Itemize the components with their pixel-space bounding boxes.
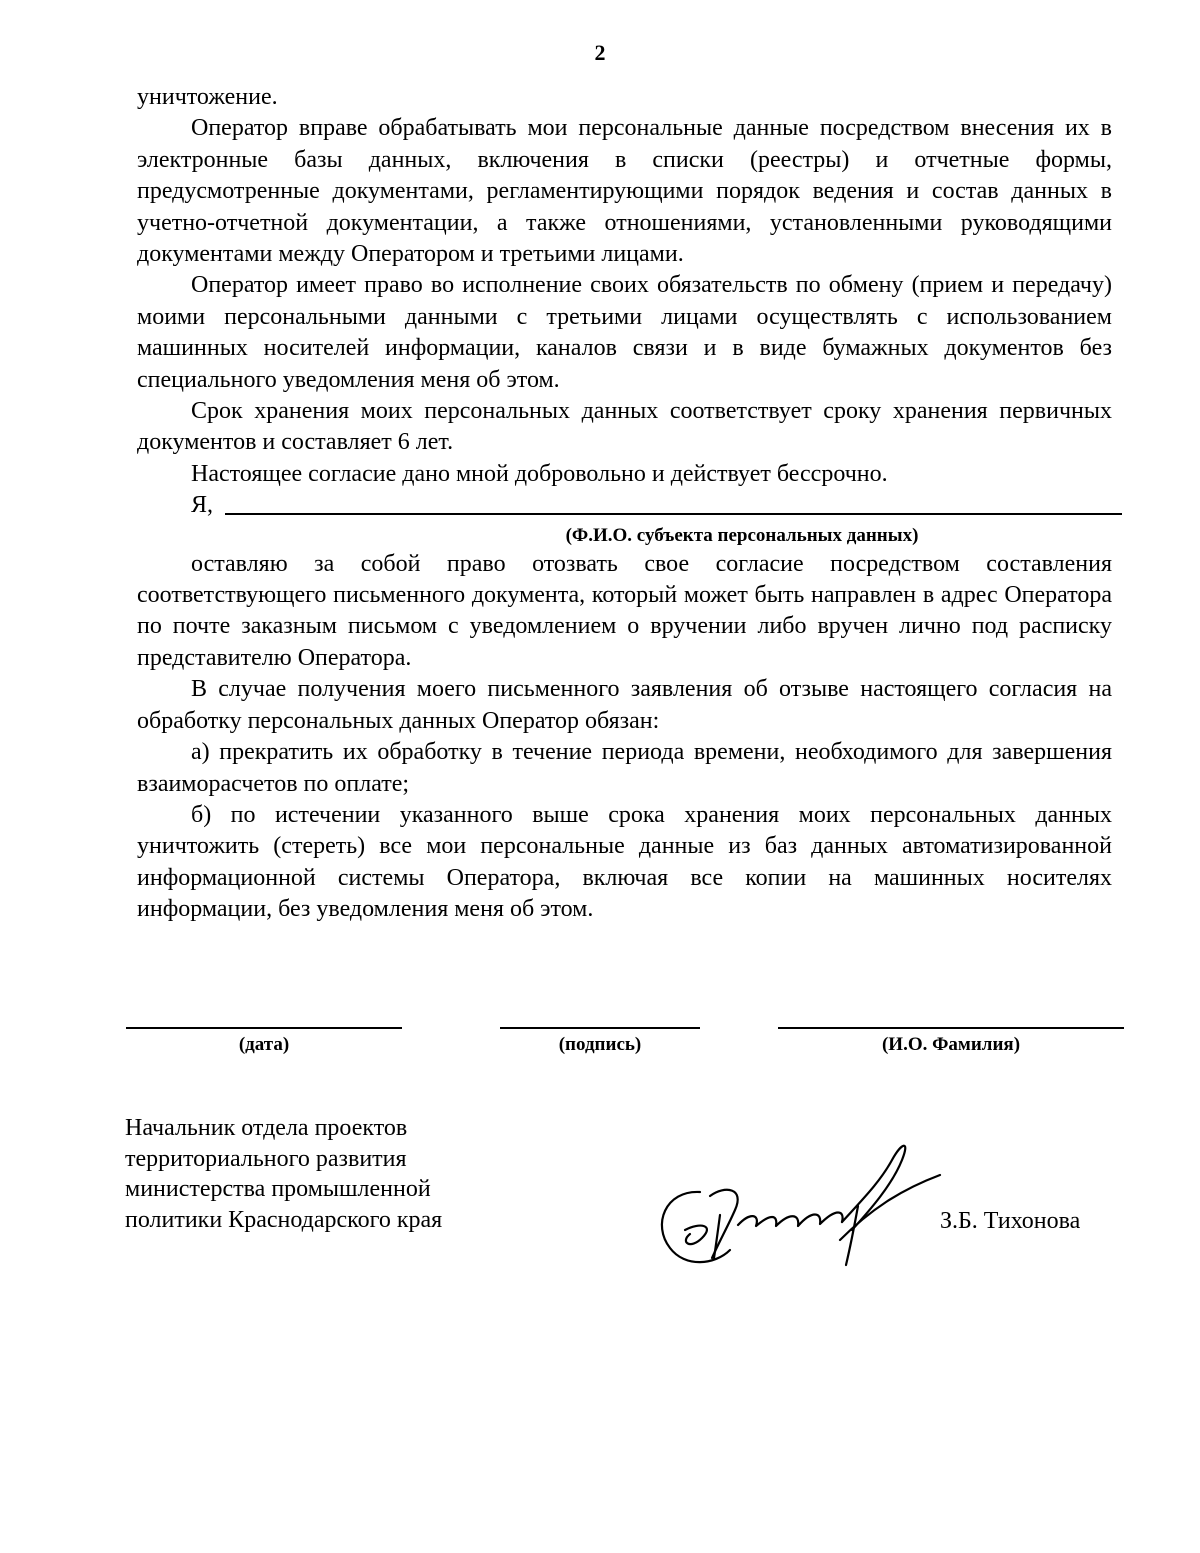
paragraph-data-exchange: Оператор имеет право во исполнение своих обязательств по обмену (прием и передачу) моими персональными данными с третьими лицами осуществлять с использованием машинных носителей информации, каналов связи и в виде бумажных документов без специального уведомления меня об этом. — [137, 272, 1112, 393]
paragraph-revocation-obligations: В случае получения моего письменного заявления об отзыве настоящего согласия на обработку персональных данных Оператор обязан: — [137, 676, 1112, 734]
fio-input-line — [225, 513, 1122, 515]
date-caption: (дата) — [238, 1034, 290, 1055]
paragraph-destruction: уничтожение. — [137, 84, 278, 110]
paragraph-operator-rights: Оператор вправе обрабатывать мои персональные данные посредством внесения их в электронные базы данных, включения в списки (реестры) и отчетные формы, предусмотренные документами, регламентирующими порядок ведения и состав данных в учетно-отчетной документации, а также отношениями, установленными руководящими документами между Оператором и третьими лицами. — [137, 115, 1112, 268]
paragraph-revocation: оставляю за собой право отозвать свое согласие посредством составления соответствующего письменного документа, который может быть направлен в адрес Оператора по почте заказным письмом с уведомлением о вручении либо вручен лично под расписку представителю Оператора. — [137, 550, 1112, 671]
official-title-line: территориального развития — [125, 1145, 407, 1172]
name-caption: (И.О. Фамилия) — [881, 1034, 1021, 1055]
official-title — [125, 1113, 442, 1235]
name-line — [778, 1027, 1124, 1029]
signer-name: З.Б. Тихонова — [940, 1208, 1081, 1234]
fio-field-row — [137, 490, 1112, 521]
fio-caption: (Ф.И.О. субъекта персональных данных) — [565, 524, 919, 546]
official-title-line: Начальник отдела проектов — [125, 1115, 408, 1141]
fio-prefix: Я, — [191, 492, 214, 519]
paragraph-item-b: б) по истечении указанного выше срока хранения моих персональных данных уничтожить (стереть) все мои персональные данные из баз данных автоматизированной информационной системы Оператора, включая все копии на машинных носителях информации, без уведомления меня об этом. — [137, 801, 1112, 923]
paragraph-item-a: а) прекратить их обработку в течение периода времени, необходимого для завершения взаиморасчетов по оплате; — [137, 739, 1112, 797]
official-title-line: министерства промышленной — [125, 1176, 431, 1202]
paragraph-storage-term: Срок хранения моих персональных данных соответствует сроку хранения первичных документов и составляет 6 лет. — [137, 398, 1112, 456]
document-body — [137, 82, 1112, 926]
paragraph-consent-validity: Настоящее согласие дано мной добровольно и действует бессрочно. — [191, 460, 888, 487]
date-line — [126, 1027, 402, 1029]
handwritten-signature — [640, 1130, 960, 1290]
signature-line — [500, 1027, 700, 1029]
signature-caption: (подпись) — [558, 1034, 642, 1055]
page-number: 2 — [594, 40, 606, 65]
official-title-line: политики Краснодарского края — [125, 1206, 443, 1233]
